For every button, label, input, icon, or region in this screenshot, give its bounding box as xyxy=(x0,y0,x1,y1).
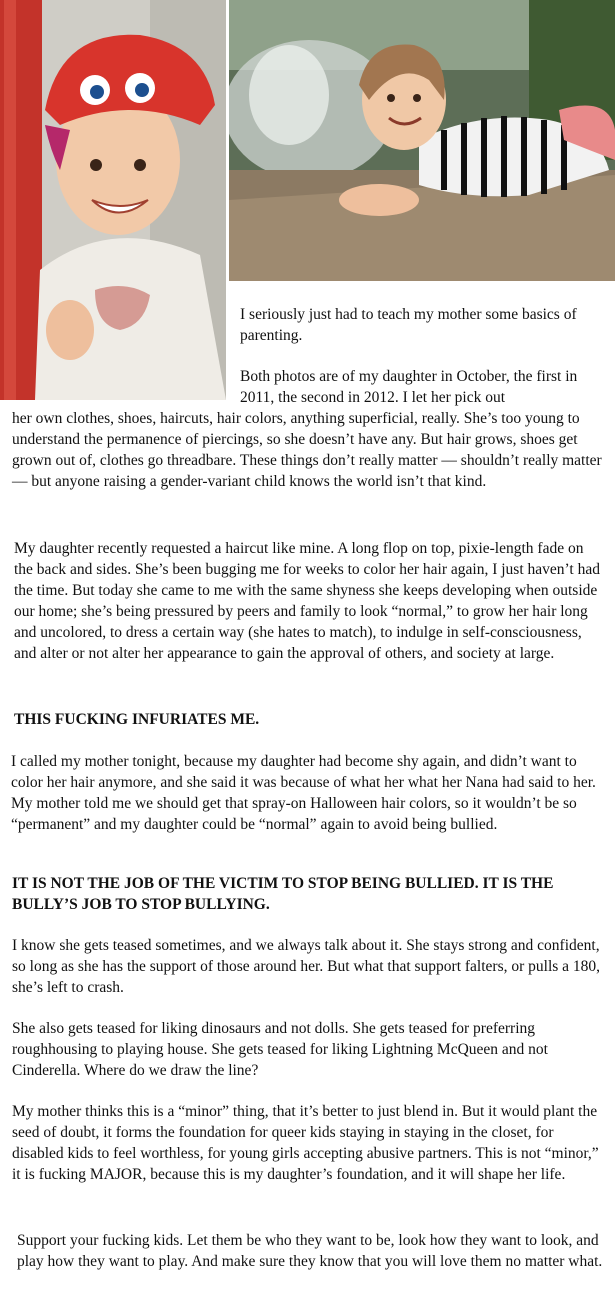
photo-daughter-2011 xyxy=(0,0,226,400)
photo-daughter-2011-illustration xyxy=(0,0,226,400)
paragraph-bully-statement: IT IS NOT THE JOB OF THE VICTIM TO STOP BEING BULLIED. IT IS THE BULLY’S JOB TO STOP BULLYING. xyxy=(12,875,554,913)
paragraph-haircut-request: My daughter recently requested a haircut like mine. A long flop on top, pixie-length fade on the back and sides. She’s been bugging me for weeks to color her hair again, I just haven’t had the time. But today she came to me with the same shyness she keeps developing when outside our home; she’s being pressured by peers and family to look “normal,” to grow her hair long and uncolored, to dress a certain way (she hates to match), to indulge in self-consciousness, and alter or not alter her appearance to gain the approval of others, and society at large. xyxy=(14,540,600,662)
paragraph-called-mother: I called my mother tonight, because my daughter had become shy again, and didn’t want to color her hair anymore, and she said it was because of what her what her Nana had said to her. My mother told me we should get that spray-on Halloween hair colors, so it wouldn’t be so “permanent” and my daughter could be “normal” again to avoid being bullied. xyxy=(11,753,596,833)
paragraph-intro: I seriously just had to teach my mother some basics of parenting. xyxy=(240,306,577,344)
photo-daughter-2012-illustration xyxy=(229,0,615,281)
paragraph-minor-thing: My mother thinks this is a “minor” thing, that it’s better to just blend in. But it would plant the seed of doubt, it forms the foundation for queer kids staying in staying in the closet, for disabled kids to feel worthless, for young girls accepting abusive partners. This is not “minor,” it is fucking MAJOR, because this is my daughter’s foundation, and it will shape her life. xyxy=(12,1103,599,1183)
paragraph-dinosaurs: She also gets teased for liking dinosaurs and not dolls. She gets teased for preferring roughhousing to playing house. She gets teased for liking Lightning McQueen and not Cinderella. Where do we draw the line? xyxy=(12,1020,548,1079)
paragraph-support-your-kids: Support your fucking kids. Let them be who they want to be, look how they want to look, and play how they want to play. And make sure they know that you will love them no matter what. xyxy=(17,1232,603,1270)
paragraph-infuriates: THIS FUCKING INFURIATES ME. xyxy=(14,711,260,728)
paragraph-photos-description-continued: her own clothes, shoes, haircuts, hair colors, anything superficial, really. She’s too young to understand the permanence of piercings, so she doesn’t have any. But hair grows, shoes get grown out of, clothes go threadbare. These things don’t really matter — shouldn’t really matter — but anyone raising a gender-variant child knows the world isn’t that kind. xyxy=(12,410,602,490)
paragraph-teased: I know she gets teased sometimes, and we always talk about it. She stays strong and confident, so long as she has the support of those around her. But what that support falters, or pulls a 180, she’s left to crash. xyxy=(12,937,601,996)
photo-daughter-2012 xyxy=(229,0,615,281)
paragraph-photos-description-start: Both photos are of my daughter in October, the first in 2011, the second in 2012. I let her pick out xyxy=(240,368,578,406)
